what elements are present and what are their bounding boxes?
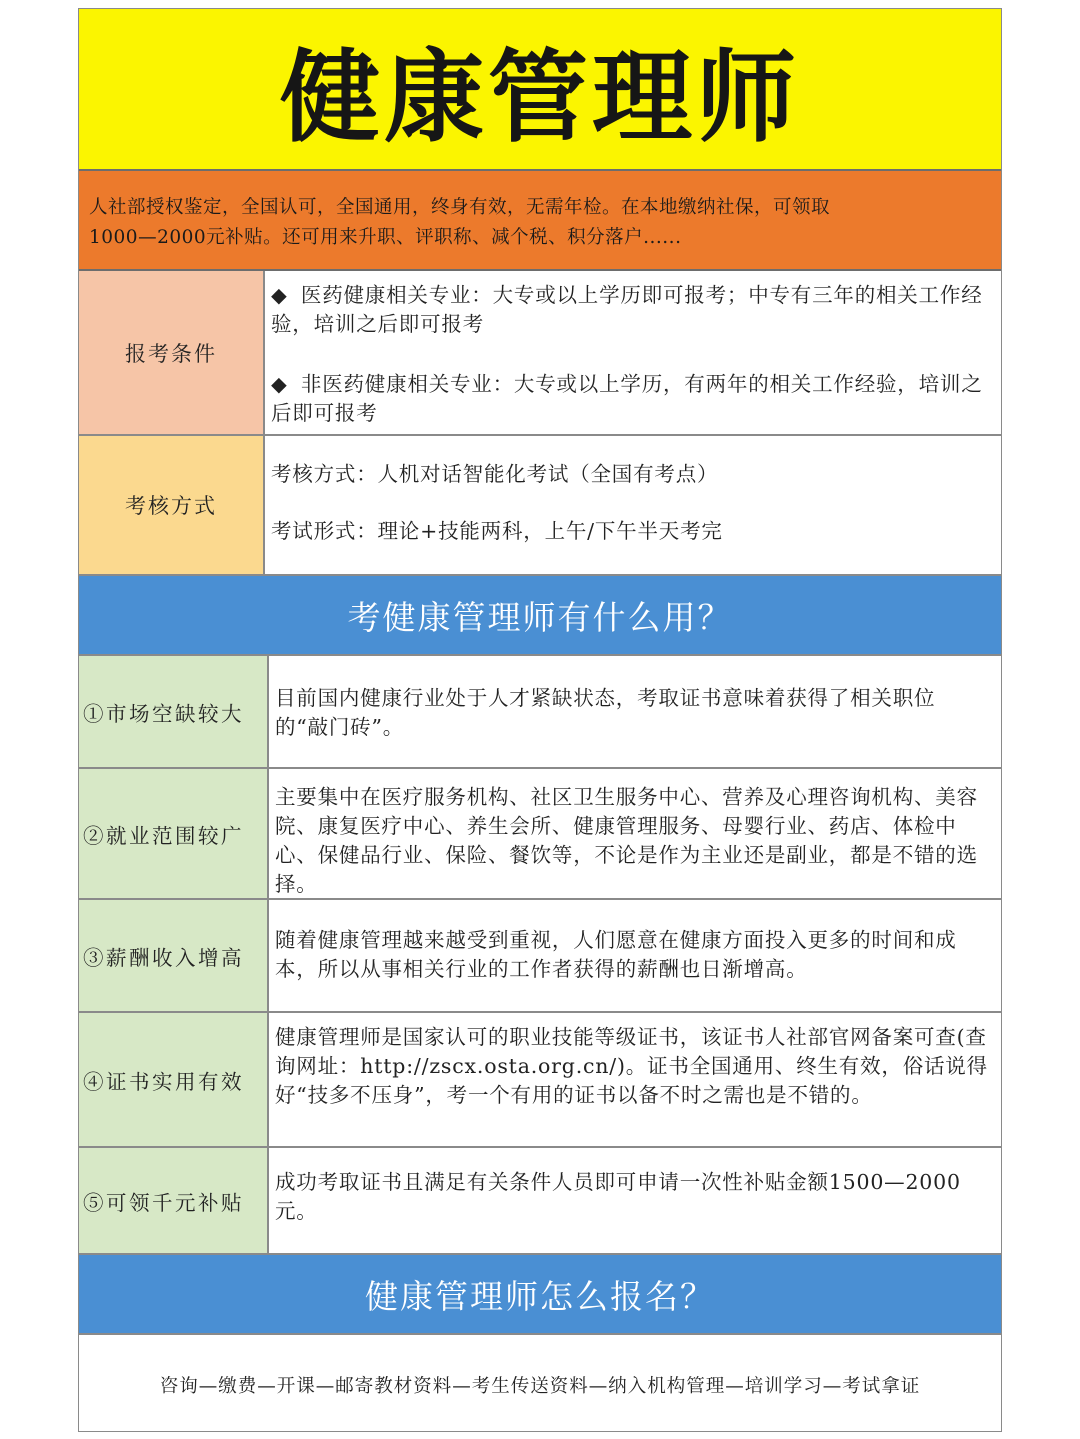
diamond-bullet-icon: ◆ [271,283,288,307]
conditions-row [79,271,1001,436]
benefit-label: ①市场空缺较大 [79,656,269,767]
benefit-text: 主要集中在医疗服务机构、社区卫生服务中心、营养及心理咨询机构、美容院、康复医疗中心、养生会所、健康管理服务、母婴行业、药店、体检中心、保健品行业、保险、餐饮等，不论是作为主业还是副业，都是不错的选择。 [275,785,978,896]
benefit-label: ⑤可领千元补贴 [79,1148,269,1253]
diamond-bullet-icon: ◆ [271,372,288,396]
signup-heading: 健康管理师怎么报名？ [79,1255,1001,1335]
page-title: 健康管理师 [79,9,1001,171]
condition-item [271,281,989,339]
benefit-label: ④证书实用有效 [79,1013,269,1146]
benefit-label: ②就业范围较广 [79,769,269,898]
intro-line: 人社部授权鉴定，全国认可，全国通用，终身有效，无需年检。在本地缴纳社保，可领取 [89,197,831,218]
benefit-text: 成功考取证书且满足有关条件人员即可申请一次性补贴金额1500—2000元。 [275,1170,961,1223]
signup-steps: 咨询—缴费—开课—邮寄教材资料—考生传送资料—纳入机构管理—培训学习—考试拿证 [159,1376,921,1397]
benefit-row [79,656,1001,769]
condition-text: 医药健康相关专业：大专或以上学历即可报考；中专有三年的相关工作经验，培训之后即可报考 [271,283,983,336]
conditions-content [265,271,1001,434]
condition-text: 非医药健康相关专业：大专或以上学历，有两年的相关工作经验，培训之后即可报考 [271,372,983,425]
benefit-row [79,1013,1001,1148]
conditions-label: 报考条件 [79,271,265,434]
exam-method: 考核方式：人机对话智能化考试（全国有考点） [271,462,719,486]
intro-line: 1000—2000元补贴。还可用来升职、评职称、减个税、积分落户...... [89,227,682,248]
exam-form: 考试形式：理论+技能两科，上午/下午半天考完 [271,519,723,543]
exam-content [265,436,1001,574]
benefit-row [79,900,1001,1013]
benefit-text: 健康管理师是国家认可的职业技能等级证书，该证书人社部官网备案可查(查询网址：http://zscx.osta.org.cn/)。证书全国通用、终生有效，俗话说得好“技多不压身”，考一个有用的证书以备不时之需也是不错的。 [275,1025,988,1107]
benefit-text: 目前国内健康行业处于人才紧缺状态，考取证书意味着获得了相关职位的“敲门砖”。 [275,686,936,739]
condition-item [271,370,989,428]
intro-banner [79,171,1001,271]
benefit-text: 随着健康管理越来越受到重视，人们愿意在健康方面投入更多的时间和成本，所以从事相关行业的工作者获得的薪酬也日渐增高。 [275,928,957,981]
info-sheet [78,8,1002,1432]
benefit-label: ③薪酬收入增高 [79,900,269,1011]
benefit-row [79,1148,1001,1255]
exam-label: 考核方式 [79,436,265,574]
benefits-heading: 考健康管理师有什么用？ [79,576,1001,656]
benefit-row [79,769,1001,900]
exam-row [79,436,1001,576]
